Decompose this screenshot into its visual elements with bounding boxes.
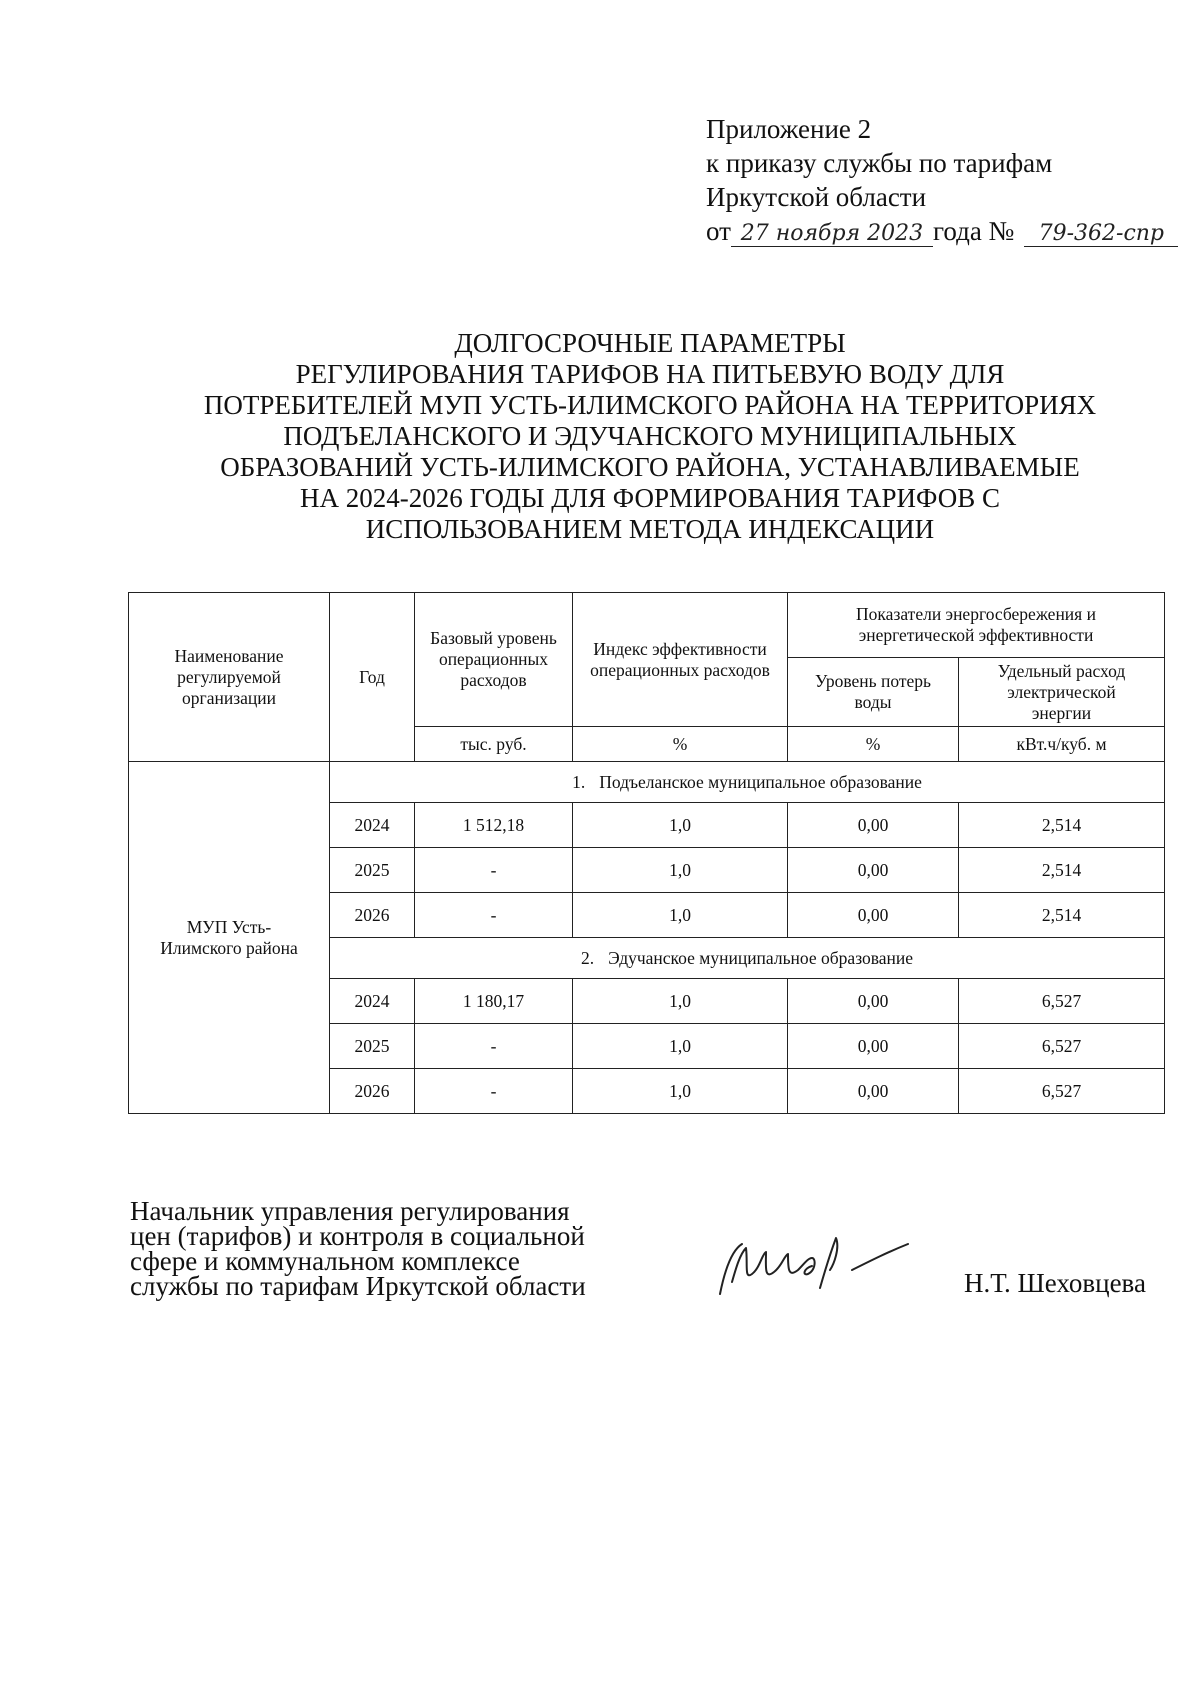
cell-index: 1,0 [573, 1024, 788, 1069]
year-number-label: года № [932, 216, 1015, 246]
cell-year: 2024 [330, 803, 415, 848]
annex-line-4 [706, 214, 1178, 248]
cell-specific: 6,527 [959, 1069, 1165, 1114]
unit-specific: кВт.ч/куб. м [959, 727, 1165, 762]
cell-losses: 0,00 [788, 1024, 959, 1069]
signer-name: Н.Т. Шеховцева [964, 1268, 1146, 1298]
cell-base: 1 512,18 [415, 803, 573, 848]
from-label: от [706, 216, 731, 246]
title-line-7: ИСПОЛЬЗОВАНИЕМ МЕТОДА ИНДЕКСАЦИИ [365, 514, 935, 544]
section-number: 2. [580, 947, 595, 968]
cell-year: 2026 [330, 1069, 415, 1114]
parameters-table [128, 592, 1165, 1114]
section-name: Эдучанское муниципальное образование [608, 947, 914, 968]
section-name: Подъеланское муниципальное образование [599, 771, 922, 792]
section-title [330, 762, 1165, 803]
handwritten-signature [712, 1224, 942, 1314]
title-line-2: РЕГУЛИРОВАНИЯ ТАРИФОВ НА ПИТЬЕВУЮ ВОДУ ДЛЯ [295, 359, 1005, 389]
annex-line-3: Иркутской области [706, 182, 927, 212]
position-line-2: цен (тарифов) и контроля в социальной [130, 1221, 585, 1251]
cell-base: 1 180,17 [415, 979, 573, 1024]
header-specific: Удельный расход электрической энергии [959, 658, 1165, 727]
cell-losses: 0,00 [788, 803, 959, 848]
cell-index: 1,0 [573, 1069, 788, 1114]
cell-base: - [415, 1024, 573, 1069]
unit-index: % [573, 727, 788, 762]
cell-specific: 6,527 [959, 979, 1165, 1024]
header-org: Наименование регулируемой организации [129, 593, 330, 762]
cell-index: 1,0 [573, 893, 788, 938]
cell-specific: 6,527 [959, 1024, 1165, 1069]
handwritten-date: 27 ноября 2023 [731, 222, 933, 247]
cell-specific: 2,514 [959, 803, 1165, 848]
unit-base: тыс. руб. [415, 727, 573, 762]
organization-name: МУП Усть-Илимского района [129, 762, 330, 1114]
title-line-6: НА 2024-2026 ГОДЫ ДЛЯ ФОРМИРОВАНИЯ ТАРИФОВ С [300, 483, 1000, 513]
cell-index: 1,0 [573, 803, 788, 848]
handwritten-number: 79-362-спр [1024, 222, 1178, 247]
header-year: Год [330, 593, 415, 762]
position-line-3: сфере и коммунальном комплексе [130, 1246, 520, 1276]
unit-losses: % [788, 727, 959, 762]
cell-losses: 0,00 [788, 979, 959, 1024]
cell-year: 2024 [330, 979, 415, 1024]
cell-index: 1,0 [573, 979, 788, 1024]
annex-line-1: Приложение 2 [706, 114, 872, 144]
annex-line-2: к приказу службы по тарифам [706, 148, 1053, 178]
cell-year: 2025 [330, 1024, 415, 1069]
cell-losses: 0,00 [788, 848, 959, 893]
title-line-1: ДОЛГОСРОЧНЫЕ ПАРАМЕТРЫ [454, 328, 846, 358]
cell-year: 2026 [330, 893, 415, 938]
title-line-3: ПОТРЕБИТЕЛЕЙ МУП УСТЬ-ИЛИМСКОГО РАЙОНА НА ТЕРРИТОРИЯХ [203, 390, 1097, 420]
header-row-1 [129, 593, 1165, 658]
section-row [129, 762, 1165, 803]
header-energy-group: Показатели энергосбережения и энергетической эффективности [788, 593, 1165, 658]
section-number: 1. [572, 771, 586, 792]
header-losses: Уровень потерь воды [788, 658, 959, 727]
document-title [150, 328, 1150, 545]
title-line-5: ОБРАЗОВАНИЙ УСТЬ-ИЛИМСКОГО РАЙОНА, УСТАНАВЛИВАЕМЫЕ [220, 452, 1080, 482]
cell-index: 1,0 [573, 848, 788, 893]
cell-base: - [415, 893, 573, 938]
header-index: Индекс эффективности операционных расходов [573, 593, 788, 727]
annex-block [706, 112, 1178, 248]
signatory-position [130, 1196, 586, 1301]
position-line-4: службы по тарифам Иркутской области [130, 1271, 586, 1301]
cell-year: 2025 [330, 848, 415, 893]
cell-losses: 0,00 [788, 1069, 959, 1114]
title-line-4: ПОДЪЕЛАНСКОГО И ЭДУЧАНСКОГО МУНИЦИПАЛЬНЫХ [283, 421, 1017, 451]
header-base: Базовый уровень операционных расходов [415, 593, 573, 727]
cell-base: - [415, 1069, 573, 1114]
cell-losses: 0,00 [788, 893, 959, 938]
cell-specific: 2,514 [959, 893, 1165, 938]
cell-specific: 2,514 [959, 848, 1165, 893]
position-line-1: Начальник управления регулирования [130, 1196, 570, 1226]
cell-base: - [415, 848, 573, 893]
section-title [330, 938, 1165, 979]
